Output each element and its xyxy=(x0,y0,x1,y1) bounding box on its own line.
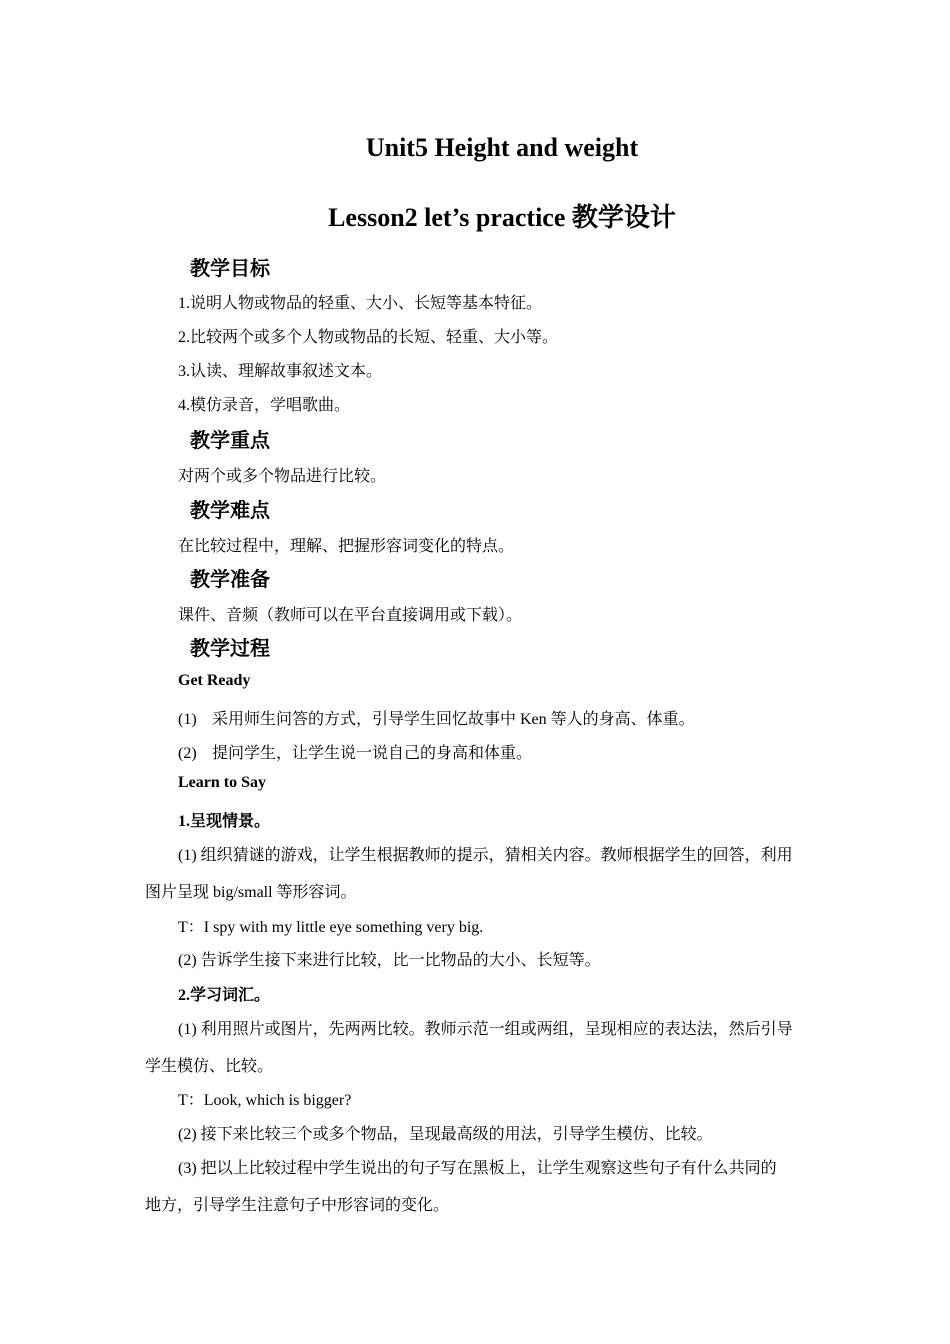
difficulties-text: 在比较过程中，理解、把握形容词变化的特点。 xyxy=(178,538,515,555)
objective-item: 3.认读、理解故事叙述文本。 xyxy=(178,363,383,380)
objective-item: 4.模仿录音，学唱歌曲。 xyxy=(178,397,351,414)
item-text: 采用师生问答的方式，引导学生回忆故事中 Ken 等人的身高、体重。 xyxy=(212,711,695,728)
step2-label: 2.学习词汇。 xyxy=(178,987,271,1004)
get-ready-item xyxy=(178,740,532,763)
get-ready-label: Get Ready xyxy=(178,672,251,689)
step2-paragraph-line: 学生模仿、比较。 xyxy=(145,1058,274,1075)
process-heading: 教学过程 xyxy=(190,636,270,660)
key-points-heading: 教学重点 xyxy=(190,428,270,452)
step1-paragraph-line: (1) 组织猜谜的游戏，让学生根据教师的提示，猜相关内容。教师根据学生的回答，利用 xyxy=(178,847,793,864)
step1-paragraph-line: 图片呈现 big/small 等形容词。 xyxy=(145,884,357,901)
step2-dialogue: T：Look, which is bigger? xyxy=(178,1092,352,1109)
step1-label: 1.呈现情景。 xyxy=(178,813,271,830)
objective-item: 2.比较两个或多个人物或物品的长短、轻重、大小等。 xyxy=(178,329,559,346)
learn-to-say-label: Learn to Say xyxy=(178,774,266,791)
item-number: (2) xyxy=(178,745,197,762)
preparation-heading: 教学准备 xyxy=(190,567,270,591)
difficulties-heading: 教学难点 xyxy=(190,498,270,522)
preparation-text: 课件、音频（教师可以在平台直接调用或下载）。 xyxy=(178,607,523,624)
document-subtitle: Lesson2 let’s practice 教学设计 xyxy=(328,203,676,232)
document-title: Unit5 Height and weight xyxy=(365,133,639,162)
key-points-text: 对两个或多个物品进行比较。 xyxy=(178,468,387,485)
objective-item: 1.说明人物或物品的轻重、大小、长短等基本特征。 xyxy=(178,295,543,312)
item-number: (1) xyxy=(178,711,197,728)
step2-paragraph-line: (3) 把以上比较过程中学生说出的句子写在黑板上，让学生观察这些句子有什么共同的 xyxy=(178,1160,777,1177)
step2-paragraph-line: (1) 利用照片或图片，先两两比较。教师示范一组或两组，呈现相应的表达法，然后引导 xyxy=(178,1021,793,1038)
item-text: 提问学生，让学生说一说自己的身高和体重。 xyxy=(212,745,533,762)
step2-paragraph: (2) 接下来比较三个或多个物品，呈现最高级的用法，引导学生模仿、比较。 xyxy=(178,1126,713,1143)
objectives-heading: 教学目标 xyxy=(190,256,270,280)
step1-dialogue: T：I spy with my little eye something very big. xyxy=(178,919,484,936)
step2-paragraph-line: 地方，引导学生注意句子中形容词的变化。 xyxy=(145,1197,450,1214)
get-ready-item xyxy=(178,706,695,729)
step1-paragraph: (2) 告诉学生接下来进行比较，比一比物品的大小、长短等。 xyxy=(178,952,601,969)
